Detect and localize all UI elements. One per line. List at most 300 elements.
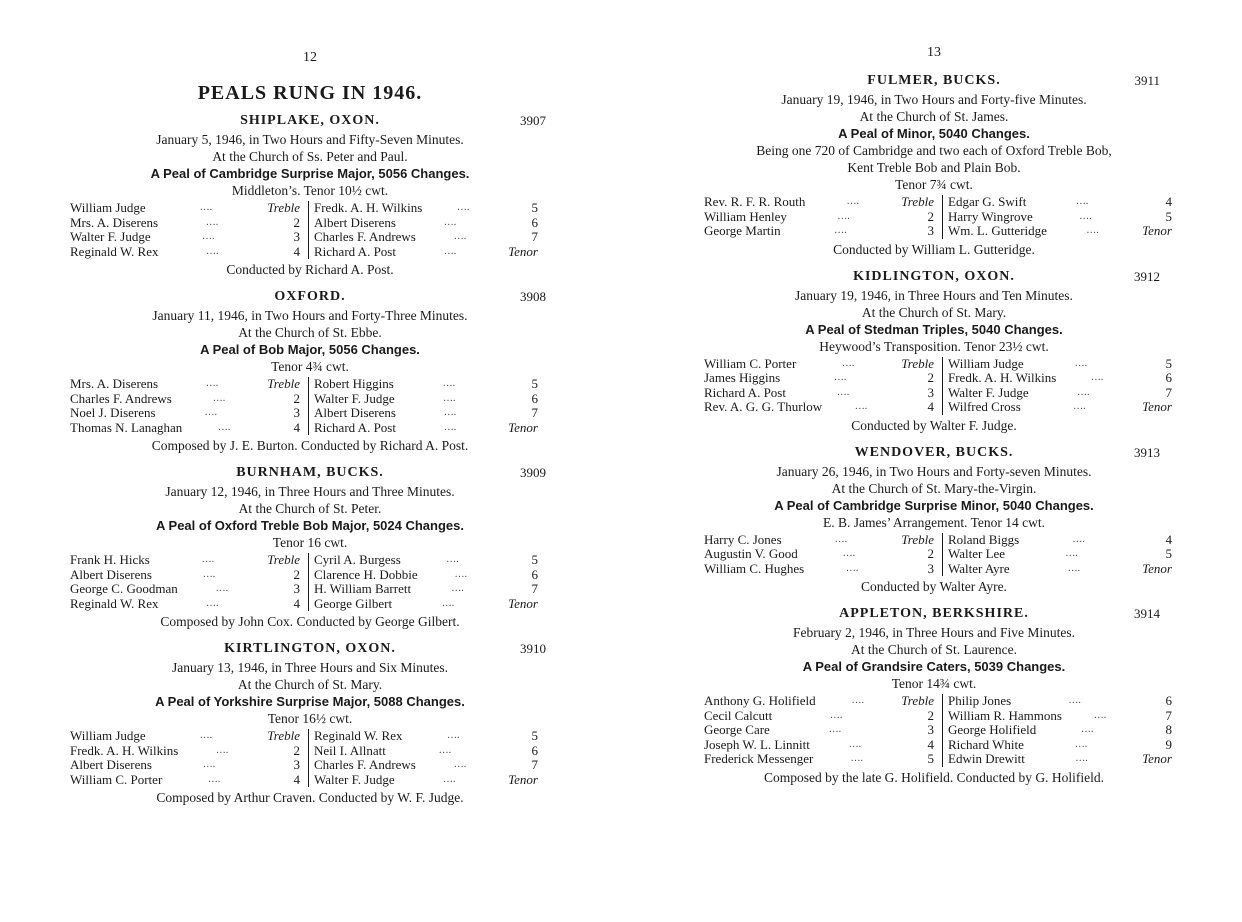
peal-detail-line: January 12, 1946, in Three Hours and Three Minutes. bbox=[165, 484, 455, 499]
ringer-column-left bbox=[704, 357, 942, 415]
bell-number: 3 bbox=[927, 560, 934, 576]
bell-number: 4 bbox=[293, 771, 300, 787]
leader-dots: …. bbox=[443, 407, 457, 418]
ringer-column-right bbox=[942, 195, 1180, 239]
ringer-name: Walter Ayre bbox=[948, 560, 1010, 576]
leader-dots: …. bbox=[451, 583, 464, 594]
bell-number: 7 bbox=[531, 405, 538, 420]
peal-heading bbox=[60, 463, 560, 483]
ringer-row bbox=[948, 547, 1180, 562]
ringer-name: William C. Hughes bbox=[704, 560, 805, 576]
peal-detail-line: January 26, 1946, in Two Hours and Forty-seven Minutes. bbox=[776, 463, 1092, 479]
leader-dots: …. bbox=[1065, 548, 1078, 559]
peal-entry bbox=[694, 443, 1174, 597]
leader-dots: …. bbox=[1077, 386, 1090, 398]
ringer-column-right bbox=[308, 377, 546, 435]
ringer-name: William Judge bbox=[70, 728, 146, 743]
leader-dots: …. bbox=[453, 231, 467, 242]
ringer-table bbox=[70, 729, 546, 787]
peal-place: BURNHAM, BUCKS. bbox=[236, 465, 384, 480]
ringer-row bbox=[948, 386, 1180, 401]
ringer-name: Wilfred Cross bbox=[948, 399, 1021, 414]
ringer-name: Harry Wingrove bbox=[948, 208, 1033, 224]
leader-dots: …. bbox=[837, 210, 850, 222]
bell-number: 7 bbox=[531, 581, 538, 596]
ringer-column-left bbox=[704, 694, 942, 767]
leader-dots: …. bbox=[453, 759, 467, 770]
ringer-name: Philip Jones bbox=[948, 693, 1012, 708]
ringer-row bbox=[704, 709, 942, 724]
ringer-name: Cecil Calcutt bbox=[704, 707, 773, 723]
ringer-name: Cyril A. Burgess bbox=[314, 552, 401, 567]
ringer-name: Reginald W. Rex bbox=[314, 728, 403, 743]
bell-number: 3 bbox=[927, 722, 934, 737]
peal-detail-line: Heywood’s Transposition. Tenor 23½ cwt. bbox=[819, 338, 1049, 354]
ringer-row bbox=[704, 723, 942, 738]
ringer-table bbox=[704, 195, 1180, 239]
leader-dots: …. bbox=[207, 773, 221, 785]
leader-dots: …. bbox=[205, 597, 219, 609]
ringer-table bbox=[704, 533, 1180, 577]
peal-number: 3914 bbox=[1134, 606, 1160, 621]
leader-dots: …. bbox=[1075, 753, 1088, 764]
ringer-row bbox=[70, 553, 308, 568]
peal-footer: Conducted by Walter F. Judge. bbox=[851, 417, 1017, 433]
bell-number: 7 bbox=[1165, 707, 1172, 723]
ringer-name: Walter Lee bbox=[948, 546, 1006, 561]
peal-detail-line: At the Church of St. Peter. bbox=[238, 501, 382, 516]
bell-number: Treble bbox=[267, 200, 300, 215]
ringer-table bbox=[704, 694, 1180, 767]
peal-place: KIDLINGTON, OXON. bbox=[853, 268, 1015, 284]
ringer-row bbox=[70, 201, 308, 216]
peal-method: A Peal of Cambridge Surprise Minor, 5040 Changes. bbox=[774, 497, 1094, 513]
ringer-row bbox=[948, 738, 1180, 753]
bell-number: Tenor bbox=[508, 419, 538, 435]
ringer-row bbox=[704, 738, 942, 753]
peal-method: A Peal of Stedman Triples, 5040 Changes. bbox=[805, 321, 1063, 337]
peal-method: A Peal of Minor, 5040 Changes. bbox=[838, 126, 1030, 141]
ringer-name: William C. Porter bbox=[70, 771, 163, 787]
ringer-row bbox=[704, 752, 942, 767]
ringer-name: Augustin V. Good bbox=[704, 546, 798, 561]
ringer-row bbox=[948, 723, 1180, 738]
ringer-row bbox=[314, 597, 546, 612]
bell-number: 5 bbox=[531, 376, 538, 391]
peal-detail-line: Kent Treble Bob and Plain Bob. bbox=[847, 160, 1021, 175]
bell-number: 8 bbox=[1165, 722, 1172, 737]
bell-number: 4 bbox=[927, 399, 934, 414]
ringer-row bbox=[314, 773, 546, 788]
ringer-name: James Higgins bbox=[704, 370, 781, 385]
bell-number: 4 bbox=[293, 595, 300, 611]
bell-number: Treble bbox=[901, 355, 934, 371]
ringer-row bbox=[704, 224, 942, 239]
ringer-name: Walter F. Judge bbox=[314, 771, 395, 787]
peal-place: OXFORD. bbox=[274, 289, 346, 304]
bell-number: 3 bbox=[293, 757, 300, 772]
ringer-row bbox=[70, 377, 308, 392]
ringer-name: Fredk. A. H. Wilkins bbox=[70, 742, 179, 758]
leader-dots: …. bbox=[833, 372, 847, 383]
peal-entry bbox=[60, 463, 560, 631]
bell-number: 5 bbox=[531, 728, 538, 743]
ringer-name: George Holifield bbox=[948, 722, 1037, 737]
peal-footer: Conducted by William L. Gutteridge. bbox=[833, 241, 1035, 257]
ringer-table bbox=[704, 357, 1180, 415]
peal-entry bbox=[694, 604, 1174, 787]
peal-entry bbox=[694, 267, 1174, 435]
ringer-name: Wm. L. Gutteridge bbox=[948, 223, 1047, 238]
bell-number: Treble bbox=[901, 194, 934, 209]
ringer-row bbox=[948, 195, 1180, 210]
peal-detail-line: January 19, 1946, in Three Hours and Ten Minutes. bbox=[795, 287, 1073, 303]
ringer-column-left bbox=[704, 533, 942, 577]
ringer-row bbox=[314, 406, 546, 421]
ringer-row bbox=[70, 421, 308, 436]
peal-heading bbox=[60, 639, 560, 659]
leader-dots: …. bbox=[438, 744, 452, 756]
leader-dots: …. bbox=[202, 759, 216, 770]
peal-detail-line: E. B. James’ Arrangement. Tenor 14 cwt. bbox=[823, 514, 1045, 530]
leader-dots: …. bbox=[446, 554, 459, 565]
ringer-name: William Henley bbox=[704, 208, 787, 224]
peal-entry bbox=[60, 639, 560, 807]
leader-dots: …. bbox=[443, 392, 456, 404]
ringer-row bbox=[314, 230, 546, 245]
ringer-column-right bbox=[942, 694, 1180, 767]
peal-list bbox=[60, 111, 560, 807]
ringer-name: Richard A. Post bbox=[314, 243, 396, 259]
bell-number: 2 bbox=[293, 566, 300, 582]
bell-number: Tenor bbox=[1142, 560, 1172, 576]
ringer-column-right bbox=[308, 729, 546, 787]
bell-number: 5 bbox=[927, 751, 934, 766]
ringer-row bbox=[948, 709, 1180, 724]
bell-number: 2 bbox=[927, 370, 934, 385]
peal-heading bbox=[694, 443, 1174, 463]
peal-heading bbox=[60, 111, 560, 131]
leader-dots: …. bbox=[829, 709, 843, 721]
peal-number: 3907 bbox=[520, 113, 546, 128]
leader-dots: …. bbox=[1068, 695, 1081, 706]
peal-place: APPLETON, BERKSHIRE. bbox=[839, 606, 1029, 621]
ringer-row bbox=[704, 195, 942, 210]
peal-detail-line: At the Church of St. Laurence. bbox=[850, 642, 1018, 657]
bell-number: 3 bbox=[293, 581, 300, 596]
ringer-name: Edgar G. Swift bbox=[948, 194, 1027, 209]
ringer-table bbox=[70, 201, 546, 259]
peal-footer: Conducted by Walter Ayre. bbox=[861, 579, 1007, 594]
peal-detail-line: At the Church of St. Mary-the-Virgin. bbox=[831, 480, 1037, 496]
peal-detail-line: At the Church of Ss. Peter and Paul. bbox=[212, 149, 408, 164]
leader-dots: …. bbox=[841, 357, 855, 369]
ringer-row bbox=[314, 392, 546, 407]
leader-dots: …. bbox=[1086, 225, 1099, 236]
peal-number: 3912 bbox=[1134, 268, 1160, 284]
peal-method: A Peal of Bob Major, 5056 Changes. bbox=[200, 342, 420, 357]
bell-number: 3 bbox=[927, 384, 934, 400]
ringer-name: Robert Higgins bbox=[314, 376, 394, 391]
ringer-row bbox=[948, 210, 1180, 225]
leader-dots: …. bbox=[199, 202, 213, 213]
peal-detail-line: January 13, 1946, in Three Hours and Six Minutes. bbox=[171, 660, 449, 675]
ringer-name: William C. Porter bbox=[704, 355, 797, 371]
ringer-name: Reginald W. Rex bbox=[70, 243, 159, 259]
leader-dots: …. bbox=[205, 378, 219, 389]
leader-dots: …. bbox=[848, 738, 862, 750]
ringer-row bbox=[70, 406, 308, 421]
ringer-row bbox=[948, 562, 1180, 577]
bell-number: 4 bbox=[293, 419, 300, 435]
peal-detail-line: Middleton’s. Tenor 10½ cwt. bbox=[231, 183, 389, 198]
ringer-row bbox=[70, 597, 308, 612]
page-title: PEALS RUNG IN 1946. bbox=[197, 82, 423, 104]
bell-number: Tenor bbox=[1142, 223, 1172, 238]
ringer-name: H. William Barrett bbox=[314, 581, 412, 596]
bell-number: 3 bbox=[293, 405, 300, 420]
bell-number: Treble bbox=[267, 376, 300, 391]
ringer-name: William Judge bbox=[70, 200, 146, 215]
bell-number: 3 bbox=[927, 223, 934, 238]
peal-detail-line: January 19, 1946, in Two Hours and Forty-five Minutes. bbox=[781, 92, 1087, 107]
ringer-row bbox=[704, 562, 942, 577]
bell-number: Tenor bbox=[508, 243, 538, 259]
ringer-name: William R. Hammons bbox=[948, 707, 1062, 723]
ringer-column-right bbox=[942, 533, 1180, 577]
ringer-row bbox=[948, 357, 1180, 372]
leader-dots: …. bbox=[443, 421, 457, 433]
leader-dots: …. bbox=[201, 554, 215, 565]
peal-detail-line: Tenor 16½ cwt. bbox=[267, 711, 353, 726]
leader-dots: …. bbox=[442, 378, 456, 389]
bell-number: 2 bbox=[293, 390, 300, 406]
peal-footer: Composed by Arthur Craven. Conducted by W. F. Judge. bbox=[156, 790, 464, 805]
ringer-row bbox=[948, 752, 1180, 767]
ringer-row bbox=[314, 729, 546, 744]
leader-dots: …. bbox=[851, 695, 865, 706]
ringer-name: Fredk. A. H. Wilkins bbox=[948, 370, 1057, 385]
leader-dots: …. bbox=[1073, 401, 1086, 412]
leader-dots: …. bbox=[446, 730, 460, 741]
peal-detail-line: January 5, 1946, in Two Hours and Fifty-Seven Minutes. bbox=[156, 132, 464, 147]
ringer-name: Clarence H. Dobbie bbox=[314, 566, 418, 582]
ringer-name: Harry C. Jones bbox=[704, 531, 782, 547]
peal-footer: Composed by J. E. Burton. Conducted by Richard A. Post. bbox=[151, 438, 469, 453]
ringer-name: George Care bbox=[704, 722, 770, 737]
bell-number: 7 bbox=[1165, 384, 1172, 400]
bell-number: 5 bbox=[531, 552, 538, 567]
leader-dots: …. bbox=[834, 533, 848, 545]
ringer-column-left bbox=[70, 377, 308, 435]
bell-number: Tenor bbox=[508, 771, 538, 787]
leader-dots: …. bbox=[854, 401, 868, 412]
leader-dots: …. bbox=[443, 245, 457, 257]
ringer-row bbox=[948, 533, 1180, 548]
ringer-row bbox=[704, 386, 942, 401]
peal-heading bbox=[694, 267, 1174, 287]
ringer-name: Neil I. Allnatt bbox=[314, 742, 386, 758]
ringer-row bbox=[70, 744, 308, 759]
leader-dots: …. bbox=[1079, 210, 1092, 222]
peal-detail-line: Tenor 16 cwt. bbox=[272, 535, 348, 550]
bell-number: 6 bbox=[531, 742, 538, 758]
ringer-name: Mrs. A. Diserens bbox=[70, 214, 159, 230]
leader-dots: …. bbox=[845, 562, 859, 574]
ringer-name: Reginald W. Rex bbox=[70, 595, 159, 611]
bell-number: 4 bbox=[927, 736, 934, 752]
leader-dots: …. bbox=[850, 753, 863, 764]
ringer-name: Roland Biggs bbox=[948, 531, 1020, 547]
page-number: 12 bbox=[303, 50, 317, 65]
ringer-name: Edwin Drewitt bbox=[948, 751, 1025, 766]
ringer-row bbox=[704, 357, 942, 372]
bell-number: 5 bbox=[1165, 208, 1172, 224]
bell-number: 4 bbox=[1165, 194, 1172, 209]
peal-heading bbox=[60, 287, 560, 307]
ringer-row bbox=[704, 547, 942, 562]
ringer-row bbox=[948, 224, 1180, 239]
ringer-column-left bbox=[70, 201, 308, 259]
peal-detail-line: At the Church of St. Mary. bbox=[237, 677, 383, 692]
leader-dots: …. bbox=[846, 196, 859, 207]
ringer-row bbox=[314, 245, 546, 260]
ringer-column-right bbox=[942, 357, 1180, 415]
peal-detail-line: At the Church of St. Ebbe. bbox=[238, 325, 382, 340]
leader-dots: …. bbox=[204, 407, 218, 418]
peal-detail-line: At the Church of St. James. bbox=[859, 109, 1009, 124]
peal-place: SHIPLAKE, OXON. bbox=[240, 113, 380, 128]
ringer-name: Richard A. Post bbox=[704, 384, 786, 400]
leader-dots: …. bbox=[202, 231, 215, 242]
bell-number: 6 bbox=[531, 214, 538, 230]
leader-dots: …. bbox=[443, 773, 456, 785]
peal-detail-line: January 11, 1946, in Two Hours and Forty-Three Minutes. bbox=[152, 308, 468, 323]
peal-place: WENDOVER, BUCKS. bbox=[854, 444, 1014, 460]
bell-number: 2 bbox=[293, 214, 300, 230]
ringer-row bbox=[314, 553, 546, 568]
ringer-name: Noel J. Diserens bbox=[70, 405, 156, 420]
bell-number: 4 bbox=[293, 243, 300, 259]
right-page bbox=[694, 0, 1174, 922]
leader-dots: …. bbox=[443, 216, 457, 228]
leader-dots: …. bbox=[1075, 196, 1089, 207]
leader-dots: …. bbox=[456, 202, 470, 213]
ringer-row bbox=[314, 568, 546, 583]
peal-method: A Peal of Grandsire Caters, 5039 Changes. bbox=[802, 659, 1066, 674]
ringer-name: Charles F. Andrews bbox=[70, 390, 172, 406]
ringer-row bbox=[314, 744, 546, 759]
ringer-name: Richard A. Post bbox=[314, 419, 396, 435]
ringer-column-left bbox=[704, 195, 942, 239]
ringer-row bbox=[70, 582, 308, 597]
bell-number: Treble bbox=[267, 728, 300, 743]
bell-number: Treble bbox=[901, 531, 934, 547]
leader-dots: …. bbox=[454, 568, 468, 580]
ringer-row bbox=[948, 371, 1180, 386]
leader-dots: …. bbox=[1067, 562, 1081, 574]
bell-number: 7 bbox=[531, 757, 538, 772]
ringer-column-left bbox=[70, 729, 308, 787]
ringer-name: William Judge bbox=[948, 355, 1024, 371]
ringer-row bbox=[314, 421, 546, 436]
bell-number: Treble bbox=[267, 552, 300, 567]
ringer-row bbox=[70, 568, 308, 583]
ringer-row bbox=[704, 694, 942, 709]
peal-method: A Peal of Cambridge Surprise Major, 5056 Changes. bbox=[150, 166, 470, 181]
peal-footer: Composed by John Cox. Conducted by George Gilbert. bbox=[160, 614, 460, 629]
page-number: 13 bbox=[927, 45, 941, 60]
leader-dots: …. bbox=[1080, 724, 1094, 735]
ringer-name: Charles F. Andrews bbox=[314, 229, 416, 244]
peal-detail-line: February 2, 1946, in Three Hours and Five Minutes. bbox=[792, 625, 1076, 640]
ringer-row bbox=[70, 773, 308, 788]
leader-dots: …. bbox=[199, 730, 213, 741]
ringer-name: Fredk. A. H. Wilkins bbox=[314, 200, 423, 215]
ringer-name: George Gilbert bbox=[314, 595, 393, 611]
peal-detail-line: Being one 720 of Cambridge and two each of Oxford Treble Bob, bbox=[756, 143, 1112, 158]
peal-detail-line: Tenor 7¾ cwt. bbox=[895, 177, 973, 192]
ringer-row bbox=[70, 230, 308, 245]
ringer-row bbox=[704, 400, 942, 415]
peal-footer: Conducted by Richard A. Post. bbox=[226, 262, 394, 277]
leader-dots: …. bbox=[217, 421, 231, 433]
leader-dots: …. bbox=[842, 548, 856, 559]
ringer-name: Thomas N. Lanaghan bbox=[70, 419, 183, 435]
ringer-row bbox=[70, 245, 308, 260]
leader-dots: …. bbox=[215, 583, 229, 594]
peal-number: 3910 bbox=[520, 641, 546, 656]
ringer-name: Anthony G. Holifield bbox=[704, 693, 816, 708]
leader-dots: …. bbox=[202, 568, 216, 580]
peal-entry bbox=[60, 287, 560, 455]
bell-number: 2 bbox=[927, 707, 934, 723]
peal-entry bbox=[694, 71, 1174, 259]
ringer-row bbox=[314, 758, 546, 773]
ringer-name: Rev. R. F. R. Routh bbox=[704, 194, 806, 209]
leader-dots: …. bbox=[441, 597, 455, 609]
ringer-row bbox=[70, 392, 308, 407]
bell-number: Tenor bbox=[508, 595, 538, 611]
peal-detail-line: Tenor 14¾ cwt. bbox=[891, 676, 977, 691]
ringer-table bbox=[70, 553, 546, 611]
ringer-name: Richard White bbox=[948, 736, 1024, 752]
bell-number: 3 bbox=[293, 229, 300, 244]
ringer-name: Charles F. Andrews bbox=[314, 757, 416, 772]
peal-method: A Peal of Yorkshire Surprise Major, 5088 Changes. bbox=[155, 694, 465, 709]
bell-number: 7 bbox=[531, 229, 538, 244]
bell-number: 6 bbox=[531, 566, 538, 582]
peal-detail-line: At the Church of St. Mary. bbox=[861, 304, 1007, 320]
bell-number: 5 bbox=[531, 200, 538, 215]
ringer-row bbox=[948, 400, 1180, 415]
bell-number: 9 bbox=[1165, 736, 1172, 752]
ringer-name: George C. Goodman bbox=[70, 581, 178, 596]
leader-dots: …. bbox=[828, 724, 842, 735]
peal-number: 3913 bbox=[1134, 444, 1160, 460]
peal-number: 3908 bbox=[520, 289, 546, 304]
ringer-name: Albert Diserens bbox=[70, 566, 152, 582]
bell-number: 6 bbox=[1165, 693, 1172, 708]
bell-number: Treble bbox=[901, 693, 934, 708]
bell-number: 2 bbox=[927, 546, 934, 561]
ringer-name: Frederick Messenger bbox=[704, 751, 814, 766]
bell-number: 6 bbox=[531, 390, 538, 406]
bell-number: 2 bbox=[927, 208, 934, 224]
ringer-name: Joseph W. L. Linnitt bbox=[704, 736, 810, 752]
ringer-row bbox=[704, 371, 942, 386]
bell-number: Tenor bbox=[1142, 399, 1172, 414]
